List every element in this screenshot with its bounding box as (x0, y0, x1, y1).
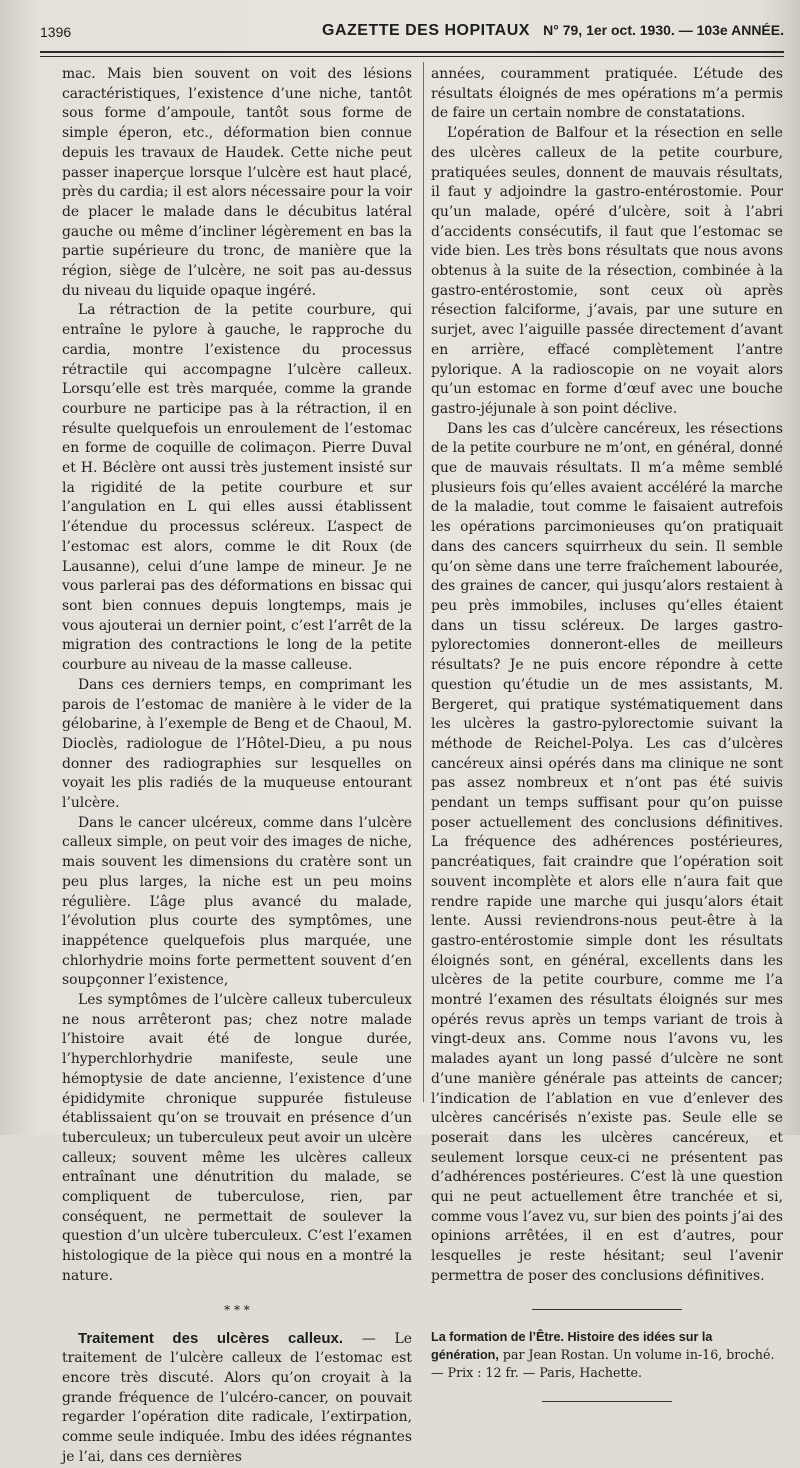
paragraph: La rétraction de la petite courbure, qui entraîne le pylore à gauche, le rapproche du cardia, montre l’existence du processus rétractile qui accompagne l’ulcère calleux. Lorsqu’elle est très marquée, comme la grande courbure ne participe pas à la rétraction, il en résulte quelquefois un enroulement de l’estomac en forme de coquille de colimaçon. Pierre Duval et H. Béclère ont aussi très justement insisté sur la rigidité de la petite courbure et sur l’angulation en L qui elles aussi établissent l’étendue du processus scléreux. L’aspect de l’estomac est alors, comme le dit Roux (de Lausanne), celui d’une lampe de mineur. Je ne vous parlerai pas des déformations en bissac qui sont bien connues depuis longtemps, mais je vous ajouterai un dernier point, c’est l’arrêt de la migration des contractions le long de la petite courbure au niveau de la masse calleuse. (62, 302, 412, 674)
journal-title: GAZETTE DES HOPITAUX (322, 22, 530, 39)
issue-info: N° 79, 1er oct. 1930. — 103e ANNÉE. (543, 22, 784, 38)
book-title: La formation de l’Être. Histoire des idées sur la génération, (431, 1329, 713, 1362)
column-divider (423, 62, 424, 1102)
page-number: 1396 (40, 24, 72, 40)
book-notice (431, 1328, 783, 1381)
paragraph: Dans le cancer ulcéreux, comme dans l’ulcère calleux simple, on peut voir des images de niche, mais souvent les dimensions du cratère sont un peu plus larges, la niche est un peu moins régulière. L’âge plus avancé du malade, l’évolution plus courte des symptômes, une inappétence quelquefois plus marquée, une chlorhydrie moins forte permettent souvent d’en soupçonner l’existence, (62, 814, 412, 989)
footer-rule (542, 1401, 672, 1402)
paragraph: Les symptômes de l’ulcère calleux tuberculeux ne nous arrêteront pas; chez notre malade l’histoire avait été de longue durée, l’hyperchlorhydrie manifeste, seule une hémoptysie de date ancienne, l’existence d’une épididymite chronique suppurée fistuleuse établissaient qu’on se trouvait en présence d’un tuberculeux; un tuberculeux peut avoir un ulcère calleux; souvent même les ulcères calleux entraînant une dénutrition du malade, se compliquent de tuberculose, rien, par conséquent, ne permettait de soulever la question d’un ulcère tuberculeux. C’est l’examen histologique de la pièce qui nous en a montré la nature. (62, 992, 412, 1284)
book-details: par Jean Rostan. Un volume in-16, broché. — Prix : 12 fr. — Paris, Hachette. (431, 1346, 775, 1380)
section-separator: * * * (224, 1302, 250, 1317)
left-column (62, 65, 412, 1468)
page-header (40, 18, 784, 52)
paragraph: Dans les cas d’ulcère cancéreux, les résections de la petite courbure ne m’ont, en général, donné que de mauvais résultats. Il m’a même semblé plusieurs fois qu’elles avaient accéléré la marche de la maladie, tout comme le faisaient autrefois les opérations parcimonieuses qu’on pratiquait dans des cancers squirrheux du sein. Il semble qu’on sème dans une terre fraîchement labourée, des graines de cancer, qui jusqu’alors restaient à peu près immobiles, incluses qu’elles étaient dans un tissu scléreux. De larges gastro-pylorectomies donneront-elles de meilleurs résultats? Je ne puis encore répondre à cette question qu’étudie un de mes assistants, M. Bergeret, qui pratique systématiquement dans les ulcères la gastro-pylorectomie suivant la méthode de Reichel-Polya. Les cas d’ulcères cancéreux ainsi opérés dans ma clinique ne sont pas assez nombreux et n’ont pas été suivis pendant un temps suffisant pour qu’on puisse poser actuellement des conclusions définitives. La fréquence des adhérences postérieures, pancréatiques, fait craindre que l’opération soit souvent incomplète et alors elle n’aura fait que rendre rapide une marche qui jusqu’alors était lente. Aussi reviendrons-nous peut-être à la gastro-entérostomie simple dont les résultats éloignés sont, en général, excellents dans les ulcères de la petite courbure, comme me l’a montré l’examen des résultats éloignés sur mes opérés revus après un temps variant de trois à vingt-deux ans. Comme nous l’avons vu, les malades ayant un long passé d’ulcère ne sont d’une manière générale pas atteints de cancer; l’indication de l’ablation en vue d’enlever des ulcères cancérisés n’existe pas. Seule elle se poserait dans les ulcères cancéreux, et seulement lorsque ceux-ci ne présentent pas d’adhérences postérieures. C’est là une question qui ne peut actuellement être tranchée et si, comme vous l’avez vu, sur bien des points j’ai des opinions arrêtées, il en est d’autres, pour lesquelles je reste hésitant; seul l’avenir permettra de poser des conclusions définitives. (431, 420, 783, 1284)
header-rule-thin (40, 56, 784, 57)
paragraph: années, couramment pratiquée. L’étude des résultats éloignés de mes opérations m’a permis de faire un certain nombre de constatations. (431, 66, 783, 122)
section-text: — Le traitement de l’ulcère calleux de l’estomac est encore très discuté. Alors qu’on croyait à la grande fréquence de l’ulcéro-cancer, on pouvait regarder l’opération dite radicale, l’extirpation, comme seule indiquée. Imbu des idées régnantes je l’ai, dans ces dernières (62, 1330, 413, 1465)
section-paragraph (62, 1329, 412, 1468)
paragraph: mac. Mais bien souvent on voit des lésions caractéristiques, l’existence d’une niche, tantôt sous forme d’ampoule, tantôt sous forme de simple éperon, etc., déformation bien connue depuis les travaux de Haudek. Cette niche peut passer inaperçue lorsque l’ulcère est haut placé, près du cardia; il est alors nécessaire pour la voir de placer le malade dans le décubitus latéral gauche ou même d’incliner légèrement en bas la partie supérieure du tronc, de manière que la région, siège de l’ulcère, ne soit pas au-dessus du niveau du liquide opaque ingéré. (62, 66, 412, 299)
header-rule-thick (40, 51, 784, 53)
end-rule (532, 1309, 682, 1310)
paragraph: Dans ces derniers temps, en comprimant les parois de l’estomac de manière à le vider de la gélobarine, à l’exemple de Beng et de Chaoul, M. Dioclès, radiologue de l’Hôtel-Dieu, a pu nous donner des radiographies sur lesquelles on voyait les plis radiés de la muqueuse entourant l’ulcère. (62, 676, 412, 812)
section-title: Traitement des ulcères calleux. (78, 1329, 344, 1347)
paragraph: L’opération de Balfour et la résection en selle des ulcères calleux de la petite courbure, pratiquées seules, donnent de mauvais résultats, il faut y adjoindre la gastro-entérostomie. Pour qu’un malade, opéré d’ulcère, soit à l’abri d’accidents consécutifs, il faut que l’estomac se vide bien. Les très bons résultats que nous avons obtenus à la suite de la résection, combinée à la gastro-entérostomie, sont ceux où après résection falciforme, j’avais, par une suture en surjet, avec l’aiguille passée directement d’avant en arrière, effacé complètement l’antre pylorique. A la radioscopie on ne voyait alors qu’un estomac en forme d’œuf avec une bouche gastro-jéjunale à son point déclive. (431, 125, 783, 417)
right-column (431, 65, 783, 1402)
